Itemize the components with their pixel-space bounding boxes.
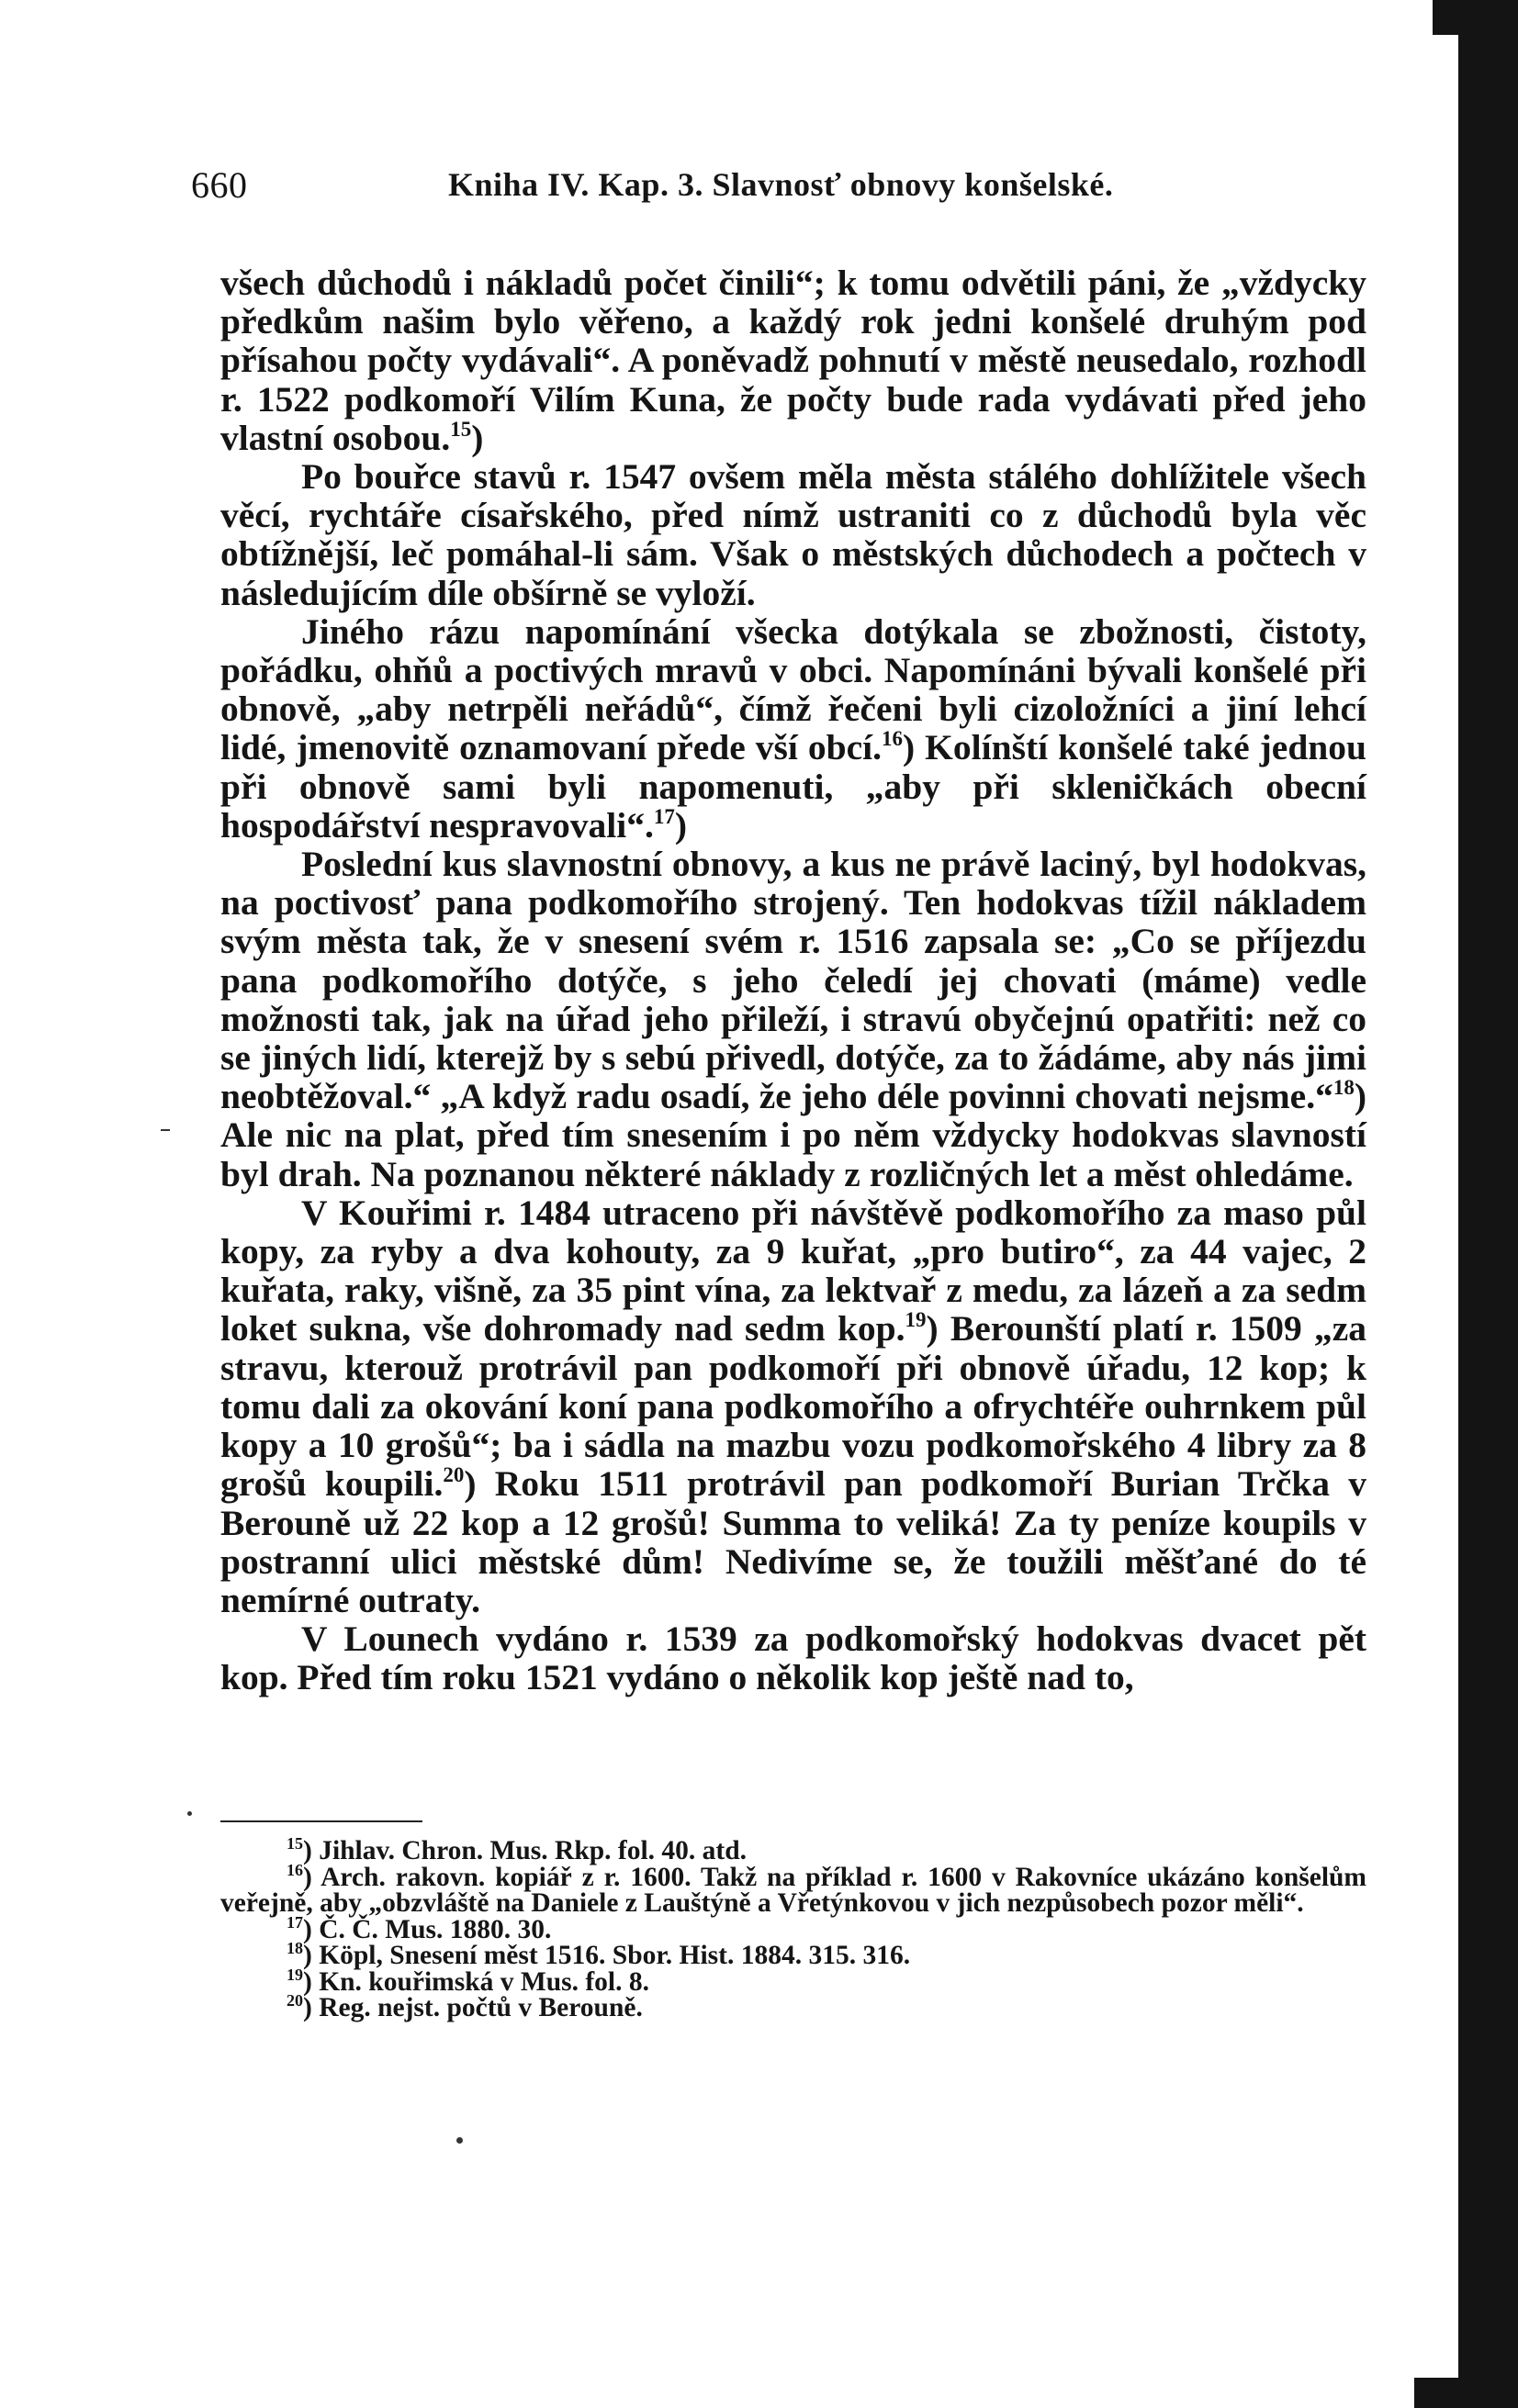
footnote-20: $^{20}$) Reg. nejst. počtů v Berouně. [287, 1991, 643, 2022]
footnote-ref-19[interactable]: 19 [905, 1308, 927, 1332]
footnotes [220, 1834, 1366, 2022]
paragraph-2: Po bouřce stavů r. 1547 ovšem měla města stálého dohlížitele všech věcí, rychtáře císařského, před nímž ustraniti co z důchodů byla věc obtížnější, leč pomáhal-li sám. Však o městských důchodech a počtech v následujícím díle obšírně se vyloží. [220, 456, 1366, 613]
scan-speck [456, 2137, 463, 2144]
footnote-18: $^{18}$) Köpl, Snesení měst 1516. Sbor. Hist. 1884. 315. 316. [287, 1939, 911, 1970]
footnote-ref-16[interactable]: 16 [882, 727, 903, 751]
footnote-ref-17[interactable]: 17 [653, 804, 675, 828]
running-title: Kniha IV. Kap. 3. Slavnosť obnovy konšelské. [448, 166, 1114, 203]
footnote-15: $^{15}$) Jihlav. Chron. Mus. Rkp. fol. 40. atd. [287, 1834, 748, 1865]
paragraph-6: V Lounech vydáno r. 1539 za podkomořský hodokvas dvacet pět kop. Před tím roku 1521 vydáno o několik kop ještě nad to, [220, 1618, 1366, 1698]
paragraph-4: Poslední kus slavnostní obnovy, a kus ne právě laciný, byl hodokvas, na poctivosť pana podkomořího strojený. Ten hodokvas tížil nákladem svým města tak, že v snesení svém r. 1516 zapsala se: „Co se příjezdu pana podkomořího dotýče, s jeho čeledí jej chovati (máme) vedle možnosti tak, jak na úřad jeho přileží, i stravú obyčejnú opatřiti: než co se jiných lidí, kterejž by s sebú přivedl, dotýče, za to žádáme, aby nás jimi neobtěžoval.“ „A když radu osadí, že jeho déle povinni chovati nejsme.“$^{18}$) Ale nic na plat, před tím snesením i po něm vždycky hodokvas slavností byl drah. Na poznanou některé náklady z rozličných let a měst ohledáme. [220, 844, 1366, 1194]
paragraph-5: V Kouřimi r. 1484 utraceno při návštěvě podkomořího za maso půl kopy, za ryby a dva kohouty, za 9 kuřat, „pro butiro“, za 44 vajec, 2 kuřata, raky, višně, za 35 pint vína, za lektvař z medu, za lázeň a za sedm loket sukna, vše dohromady nad sedm kop.$^{19}$) Berounští platí r. 1509 „za stravu, kterouž protrávil pan podkomoří při obnově úřadu, 12 kop; k tomu dali za okování koní pana podkomořího a ofrychtéře ouhrnkem půl kopy a 10 grošů“; ba i sádla na mazbu vozu podkomořského 4 libry za 8 grošů koupili.$^{20}$) Roku 1511 protrávil pan podkomoří Burian Trčka v Berouně už 22 kop a 12 grošů! Summa to veliká! Za ty peníze koupils v postranní ulici městské dům! Nedivíme se, že toužili měšťané do té nemírné outraty. [220, 1192, 1366, 1620]
footnote-ref-20[interactable]: 20 [443, 1463, 465, 1487]
footnote-separator [220, 1820, 422, 1822]
footnote-19: $^{19}$) Kn. kouřimská v Mus. fol. 8. [287, 1965, 649, 1997]
paragraph-1: všech důchodů i nákladů počet činili“; k tomu odvětili páni, že „vždycky předkům našim bylo věřeno, a každý rok jedni konšelé druhým pod přísahou počty vydávali“. A poněvadž pohnutí v městě neusedalo, rozhodl r. 1522 podkomoří Vilím Kuna, že počty bude rada vydávati před jeho vlastní osobou.$^{15}$) [220, 263, 1366, 458]
footnote-16: $^{16}$) Arch. rakovn. kopiář z r. 1600. Takž na příklad r. 1600 v Rakovníce ukázáno konšelům veřejně, aby „obzvláště na Daniele z Lauštýně a Vřetýnkovou v jich nezpůsobech pozor měli“. [220, 1860, 1366, 1918]
page-number: 660 [191, 164, 248, 206]
footnote-ref-18[interactable]: 18 [1332, 1076, 1355, 1100]
scan-speck-margin [187, 1811, 192, 1816]
main-text [220, 263, 1366, 1697]
footnote-17: $^{17}$) Č. Č. Mus. 1880. 30. [287, 1912, 552, 1944]
paragraph-3: Jiného rázu napomínání všecka dotýkala se zbožnosti, čistoty, pořádku, ohňů a poctivých mravů v obci. Napomínáni bývali konšelé při obnově, „aby netrpěli neřádů“, čímž řečeni byli cizoložníci a jiní lehcí lidé, jmenovitě oznamovaní přede vší obcí.$^{16}$) Kolínští konšelé také jednou při obnově sami byli napomenuti, „aby při skleničkách obecní hospodářství nespravovali“.$^{17}$) [220, 610, 1366, 846]
scan-margin-mark [161, 1129, 170, 1131]
running-header [191, 158, 1164, 213]
scan-border-right [1458, 0, 1518, 2408]
scan-border-bottom [1414, 2378, 1518, 2408]
footnote-ref-15[interactable]: 15 [450, 417, 472, 441]
